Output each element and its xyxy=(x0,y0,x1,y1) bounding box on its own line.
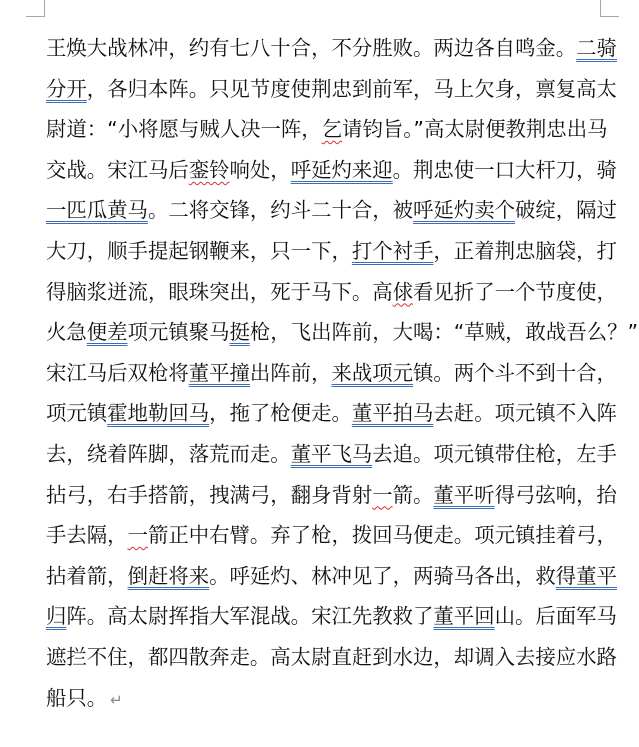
text-line xyxy=(46,556,617,597)
grammar-mark-text: 分开 xyxy=(46,76,87,101)
text-segment: 宋江马后双枪将 xyxy=(46,360,189,385)
spelling-mark-text: 俅 xyxy=(392,279,414,304)
text-line xyxy=(46,678,606,719)
text-segment: 尉道：“小将愿与贼人决一阵， xyxy=(46,117,322,142)
text-segment: 大刀，顺手提起钢鞭来，只一下， xyxy=(46,238,352,263)
text-segment: 箭。 xyxy=(392,482,434,507)
text-segment: 镇。两个斗不到十合， xyxy=(413,360,617,385)
text-segment: 枪，飞出阵前，大喝：“草贼，敢战吾么？” xyxy=(249,320,639,345)
text-line xyxy=(46,231,617,272)
text-segment: 请钧旨。”高太尉便教荆忠出马 xyxy=(342,117,608,142)
text-line xyxy=(46,69,617,110)
text-segment: ，拖了枪便走。 xyxy=(209,401,352,426)
text-segment: 交战。宋江马后 xyxy=(46,157,189,182)
text-segment: 破绽，隔过 xyxy=(514,198,617,223)
text-segment: 王焕大战林冲，约有七八十合，不分胜败。两边各自鸣金。 xyxy=(46,36,577,60)
grammar-mark-text: 归 xyxy=(46,604,67,629)
paragraph-mark-icon: ↵ xyxy=(110,690,123,709)
text-segment: 得弓弦响，抬 xyxy=(494,482,617,507)
grammar-mark-text: 打个衬手 xyxy=(351,238,434,263)
text-line xyxy=(46,150,617,191)
text-segment: 手去隔， xyxy=(46,523,128,548)
grammar-mark-text: 董平回 xyxy=(433,604,495,629)
text-line xyxy=(46,312,639,353)
text-segment: 遮拦不住，都四散奔走。高太尉直赶到水边，却调入去接应水路 xyxy=(46,644,617,669)
text-segment: 看见折了一个节度使， xyxy=(413,279,617,304)
text-line xyxy=(46,515,617,556)
text-line xyxy=(46,190,617,231)
spelling-mark-text: 一 xyxy=(127,523,148,548)
text-segment: 。荆忠使一口大杆刀，骑 xyxy=(392,157,617,182)
text-line xyxy=(46,475,617,516)
text-segment: 拈着箭， xyxy=(46,563,128,588)
spelling-mark-text: 銮铃 xyxy=(188,157,230,182)
grammar-mark-text: 董平拍马 xyxy=(351,401,434,426)
text-line xyxy=(46,393,617,434)
grammar-mark-text: 便差 xyxy=(86,320,128,345)
page-corner-mark-top-right xyxy=(600,0,619,17)
grammar-mark-text: 呼延灼卖个 xyxy=(413,198,515,223)
grammar-mark-text: 二骑 xyxy=(576,36,617,60)
grammar-mark-text: 董平撞 xyxy=(188,360,250,385)
text-segment: 火急 xyxy=(46,320,87,345)
spelling-mark-text: 一 xyxy=(372,482,393,507)
text-segment: 响处， xyxy=(229,157,291,182)
text-line xyxy=(46,272,617,313)
grammar-mark-text: 董平听 xyxy=(433,482,495,507)
grammar-mark-text: 来战项元 xyxy=(331,360,414,385)
paragraph-body[interactable] xyxy=(46,28,639,718)
grammar-mark-text: 一匹瓜黄马 xyxy=(46,198,148,223)
text-segment: 得脑浆迸流，眼珠突出，死于马下。高 xyxy=(46,279,393,304)
text-segment: ，各归本阵。只见节度使荆忠到前军，马上欠身，禀复高太 xyxy=(86,76,617,101)
text-segment: 阵。高太尉挥指大军混战。宋江先教救了 xyxy=(66,604,434,629)
text-segment: 。呼延灼、林冲见了，两骑马各出，救 xyxy=(209,563,556,588)
text-segment: 。二将交锋，约斗二十合，被 xyxy=(147,198,414,223)
text-segment: 箭正中右臂。弃了枪，拨回马便走。项元镇挂着弓， xyxy=(147,523,617,548)
text-segment: 去追。项元镇带住枪，左手 xyxy=(372,441,617,466)
grammar-mark-text: 得董平 xyxy=(555,563,617,588)
text-segment: 山。后面军马 xyxy=(494,604,617,629)
grammar-mark-text: 挺 xyxy=(229,320,250,345)
text-line xyxy=(46,434,617,475)
spelling-mark-text: 乞 xyxy=(321,117,343,142)
text-segment: 出阵前， xyxy=(249,360,332,385)
grammar-mark-text: 呼延灼来迎 xyxy=(290,157,393,182)
text-segment: 去赶。项元镇不入阵 xyxy=(433,401,617,426)
grammar-mark-text: 董平飞马 xyxy=(290,441,373,466)
text-segment: 拈弓，右手搭箭，拽满弓，翻身背射 xyxy=(46,482,373,507)
text-segment: 项元镇聚马 xyxy=(127,320,230,345)
text-line xyxy=(46,637,617,678)
text-line xyxy=(46,109,606,150)
text-segment: 船只。 xyxy=(46,685,108,710)
grammar-mark-text: 倒赶将来 xyxy=(127,563,210,588)
text-line xyxy=(46,596,617,637)
text-line xyxy=(46,353,617,394)
text-segment: 去，绕着阵脚，落荒而走。 xyxy=(46,441,291,466)
grammar-mark-text: 霍地勒回马 xyxy=(107,401,210,426)
text-segment: ，正着荆忠脑袋，打 xyxy=(433,238,617,263)
text-line xyxy=(46,28,617,69)
page-corner-mark-top-left xyxy=(26,0,45,17)
text-segment: 项元镇 xyxy=(46,401,108,426)
